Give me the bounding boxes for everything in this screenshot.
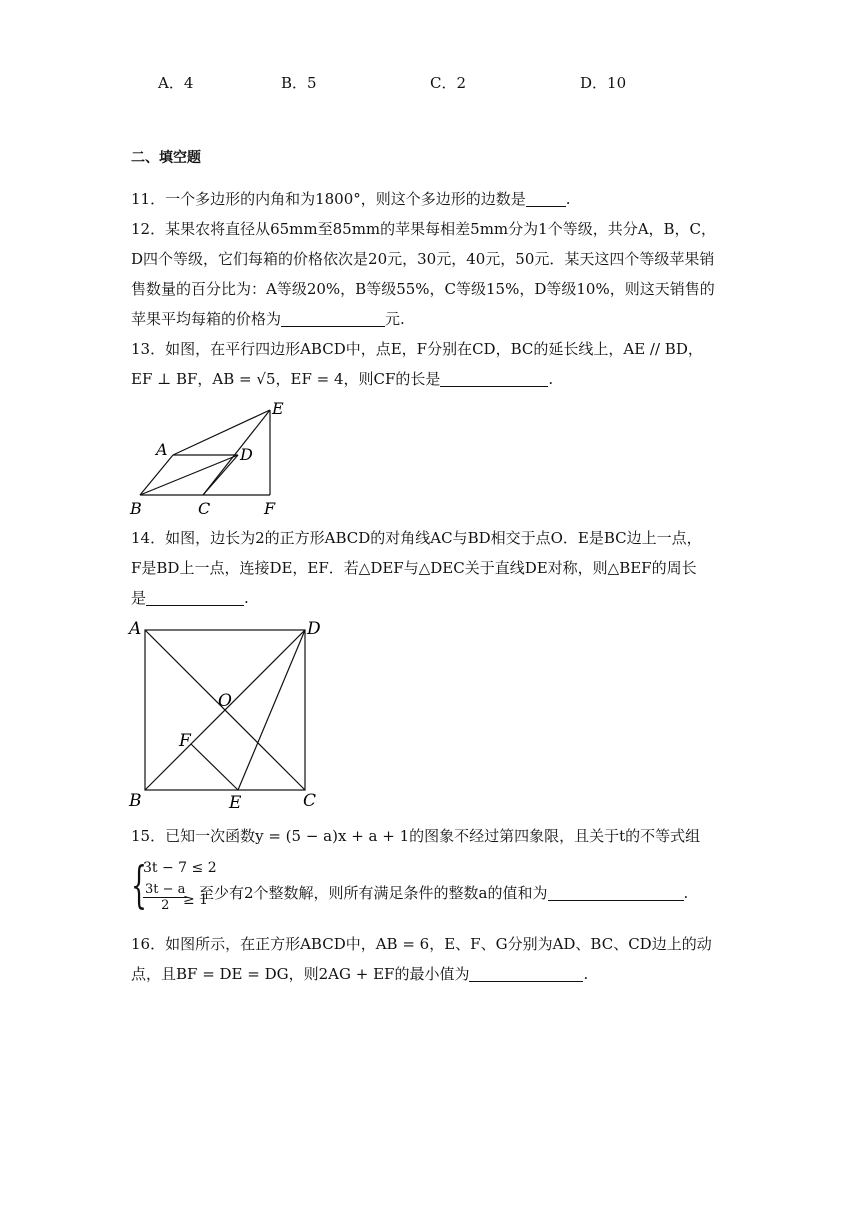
fig14-label-b: B bbox=[129, 791, 142, 811]
question-15-tail: 至少有2个整数解，则所有满足条件的整数a的值和为 . bbox=[199, 884, 689, 902]
inequality-2-fraction bbox=[143, 882, 187, 913]
choice-a: A．4 bbox=[158, 74, 194, 92]
fig13-label-d: D bbox=[240, 445, 253, 464]
choice-d: D．10 bbox=[580, 74, 627, 92]
fig14-label-c: C bbox=[303, 791, 317, 811]
question-14-line-1: 14．如图，边长为2的正方形ABCD的对角线AC与BD相交于点O．E是BC边上一点， bbox=[131, 529, 702, 547]
question-16-line-2: 点，且BF = DE = DG，则2AG + EF的最小值为 . bbox=[131, 965, 589, 983]
fig14-label-d: D bbox=[307, 619, 321, 639]
figure-14-square bbox=[125, 614, 335, 814]
figure-13-parallelogram bbox=[125, 398, 295, 518]
fig14-label-a: A bbox=[129, 619, 142, 639]
fig14-label-e: E bbox=[229, 793, 242, 813]
answer-choices bbox=[0, 72, 860, 94]
question-15-line-1: 15．已知一次函数y = (5 − a)x + a + 1的图象不经过第四象限，且关于t的不等式组 bbox=[131, 827, 701, 845]
answer-blank-14[interactable] bbox=[146, 589, 244, 606]
inequality-system bbox=[131, 858, 731, 918]
choice-b: B．5 bbox=[281, 74, 317, 92]
inequality-1: 3t − 7 ≤ 2 bbox=[143, 860, 217, 876]
system-brace: { bbox=[131, 856, 147, 914]
fig13-label-b: B bbox=[130, 499, 142, 518]
question-12-line-1: 12．某果农将直径从65mm至85mm的苹果每相差5mm分为1个等级，共分A，B，C， bbox=[131, 220, 717, 238]
question-12-line-4: 苹果平均每箱的价格为 元. bbox=[131, 310, 405, 328]
choice-c: C．2 bbox=[430, 74, 467, 92]
answer-blank-15[interactable] bbox=[548, 884, 684, 901]
question-11: 11．一个多边形的内角和为1800°，则这个多边形的边数是 . bbox=[131, 190, 571, 208]
question-12-line-2: D四个等级，它们每箱的价格依次是20元，30元，40元，50元．某天这四个等级苹果销 bbox=[131, 250, 715, 268]
question-14-line-2: F是BD上一点，连接DE，EF．若△DEF与△DEC关于直线DE对称，则△BEF的周长 bbox=[131, 559, 697, 577]
answer-blank-12[interactable] bbox=[281, 310, 385, 327]
question-13-line-2: EF ⊥ BF，AB = √5，EF = 4，则CF的长是 . bbox=[131, 370, 554, 388]
fig14-label-o: O bbox=[218, 691, 232, 711]
question-14-line-3: 是 . bbox=[131, 589, 249, 607]
answer-blank-13[interactable] bbox=[440, 370, 548, 387]
fig14-label-f: F bbox=[179, 731, 191, 751]
question-12-line-3: 售数量的百分比为：A等级20%，B等级55%，C等级15%，D等级10%，则这天销售的 bbox=[131, 280, 715, 298]
fig13-label-f: F bbox=[264, 499, 276, 518]
fig13-label-a: A bbox=[156, 440, 168, 459]
question-16-line-1: 16．如图所示，在正方形ABCD中，AB = 6，E、F、G分别为AD、BC、CD边上的动 bbox=[131, 935, 712, 953]
fig13-label-e: E bbox=[272, 399, 284, 418]
answer-blank-11[interactable] bbox=[526, 190, 566, 207]
inequality-2-rest: ≥ 1 bbox=[183, 892, 209, 908]
fraction-numerator: 3t − a bbox=[145, 882, 186, 897]
fig13-label-c: C bbox=[198, 499, 211, 518]
question-13-line-1: 13．如图，在平行四边形ABCD中，点E，F分别在CD，BC的延长线上，AE // BD， bbox=[131, 340, 703, 358]
fraction-denominator: 2 bbox=[161, 898, 170, 913]
section-title: 二、填空题 bbox=[131, 150, 201, 166]
answer-blank-16[interactable] bbox=[469, 965, 583, 982]
